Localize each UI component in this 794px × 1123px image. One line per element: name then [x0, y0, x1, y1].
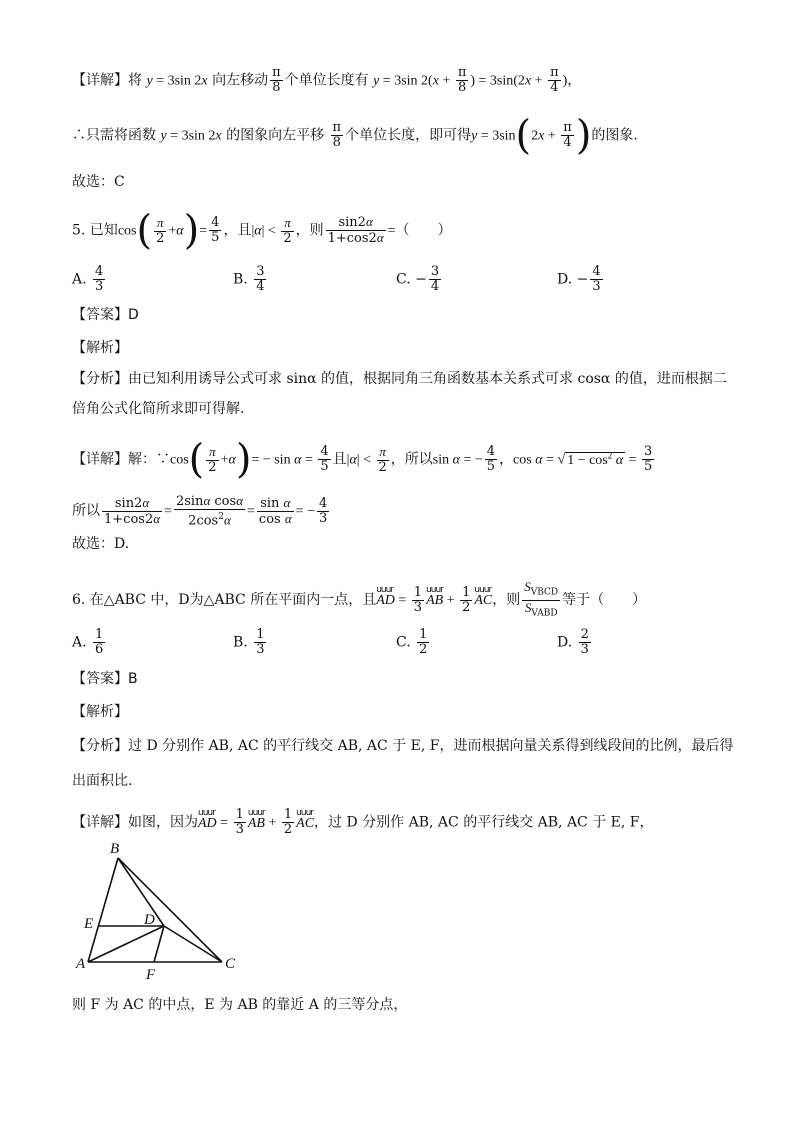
label-a: A: [76, 956, 86, 972]
q5-detail-1: 【详解】解：∵cos( $\frac{\pi}{2}$ +α)= − sin α = $\frac{4}{5}$ 且|α| < $\frac{\pi}{2}$ ，所以sin α = − $\frac{4}{5}$ ，cos α = √ $1 - \cos^2 \alpha$ = $\frac{3}{5}$: [72, 436, 653, 483]
q5-option-a[interactable]: A. $\frac{4}{3}$: [72, 264, 104, 294]
label-b: B: [110, 841, 120, 857]
q6-option-b[interactable]: B. $\frac{1}{3}$: [233, 627, 265, 657]
segment-bd: [118, 858, 164, 926]
q5-analysis-1: 【分析】由已知利用诱导公式可求 sinα 的值，根据同角三角函数基本关系式可求 cosα 的值，进而根据二: [72, 371, 727, 387]
q6-option-a[interactable]: A. $\frac{1}{6}$: [72, 627, 104, 657]
q5-option-d[interactable]: D. − $\frac{4}{3}$: [557, 264, 601, 294]
q6-option-d[interactable]: D. $\frac{2}{3}$: [557, 627, 589, 657]
label-e: E: [84, 916, 94, 932]
q5-option-b[interactable]: B. $\frac{3}{4}$: [233, 264, 265, 294]
q4-conclusion-line: ∴只需将函数 y = 3sin 2x 的图象向左平移 $\frac{\pi}{8}$ 个单位长度，即可得y = 3sin(2x + $\frac{\pi}{4}$ )的图象.: [72, 112, 638, 159]
segment-dc: [164, 926, 222, 962]
q5-analysis-2: 倍角公式化简所求即可得解.: [72, 401, 245, 417]
q5-option-c[interactable]: C. − $\frac{3}{4}$: [396, 264, 440, 294]
q5-analysis-tag: 【解析】: [72, 340, 128, 356]
q4-detail-line: 【详解】将 y = 3sin 2x 向左移动 $\frac{\pi}{8}$ 个单位长度有 y = 3sin 2(x + $\frac{\pi}{8}$ ) = 3sin(2x + $\frac{\pi}{4}$ )，: [72, 65, 582, 95]
q6-option-c[interactable]: C. $\frac{1}{2}$: [396, 627, 428, 657]
q6-conclusion: 则 F 为 AC 的中点，E 为 AB 的靠近 A 的三等分点，: [72, 997, 408, 1013]
side-bc: [118, 858, 222, 962]
segment-fd: [154, 926, 164, 962]
q6-question: 6. 在△ABC 中，D为△ABC 所在平面内一点，且uuur AD = $\frac{1}{3}$ uuur AB + $\frac{1}{2}$ uuur AC，则 $\frac{S_{VBCD}}{S_{VABD}}$ 等于（ ）: [72, 580, 734, 620]
q6-analysis-tag: 【解析】: [72, 704, 128, 720]
q6-detail-1: 【详解】如图，因为uuur AD = $\frac{1}{3}$ uuur AB + $\frac{1}{2}$ uuur AC，过 D 分别作 AB, AC 的平行线交 AB, AC 于 E, F，: [72, 808, 734, 837]
q6-answer: 【答案】B: [72, 671, 138, 687]
triangle-figure: [74, 838, 244, 983]
segment-ad: [88, 926, 164, 962]
label-c: C: [225, 956, 236, 972]
label-f: F: [146, 967, 156, 983]
detail-tag: 【详解】: [72, 72, 128, 89]
q6-analysis-2: 出面积比.: [72, 773, 133, 789]
side-ab: [88, 858, 118, 962]
q5-question: 5. 已知cos( $\frac{\pi}{2}$ +α)= $\frac{4}{5}$ ，且|α| < $\frac{\pi}{2}$ ，则 $\frac{\sin 2\alpha}{1+\cos 2\alpha}$ =（ ）: [72, 207, 452, 254]
q5-choice: 故选：D.: [72, 536, 130, 552]
q5-detail-2: 所以 $\frac{\sin 2\alpha}{1+\cos 2\alpha}$ = $\frac{\text{2sinα cosα}}{2\cos^2\alpha}$ = $\frac{\text{sin α}}{\text{cos α}}$ = − $\frac{4}{3}$: [72, 493, 328, 529]
q4-choice: 故选：C: [72, 174, 125, 190]
q5-answer: 【答案】D: [72, 307, 139, 323]
q6-analysis-1: 【分析】过 D 分别作 AB, AC 的平行线交 AB, AC 于 E, F，进而根据向量关系得到线段间的比例，最后得: [72, 738, 734, 754]
label-d: D: [144, 912, 155, 928]
